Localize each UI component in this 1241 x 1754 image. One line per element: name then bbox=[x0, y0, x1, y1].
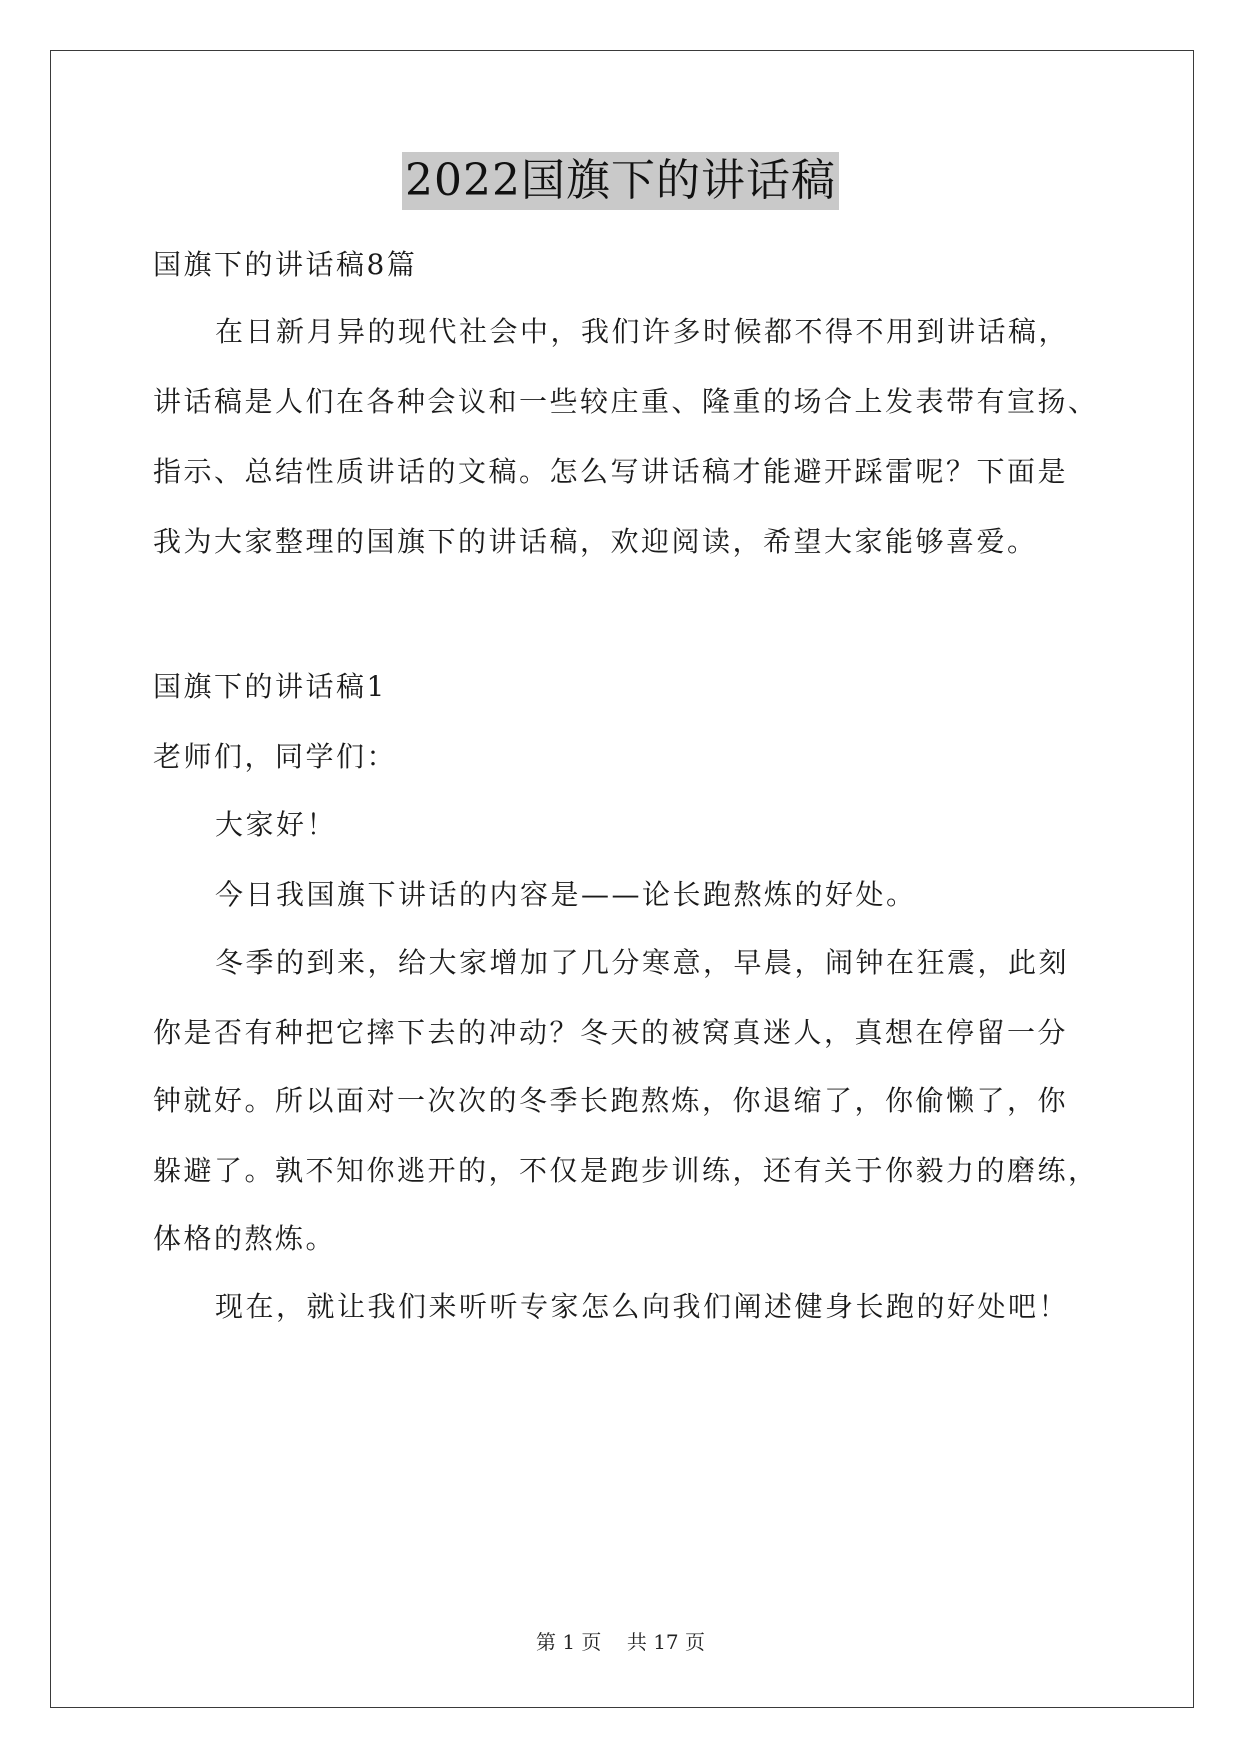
paragraph-now: 现在，就让我们来听听专家怎么向我们阐述健身长跑的好处吧！ bbox=[215, 1290, 1070, 1323]
intro-line-1: 在日新月异的现代社会中，我们许多时候都不得不用到讲话稿， bbox=[215, 315, 1070, 348]
winter-line-1: 冬季的到来，给大家增加了几分寒意，早晨，闹钟在狂震，此刻 bbox=[215, 946, 1070, 979]
intro-line-2: 讲话稿是人们在各种会议和一些较庄重、隆重的场合上发表带有宣扬、 bbox=[153, 385, 1099, 418]
document-subtitle: 国旗下的讲话稿8篇 bbox=[153, 248, 418, 281]
winter-line-4: 躲避了。孰不知你逃开的，不仅是跑步训练，还有关于你毅力的磨练， bbox=[153, 1154, 1099, 1187]
section-heading: 国旗下的讲话稿1 bbox=[153, 670, 387, 703]
winter-line-2: 你是否有种把它摔下去的冲动？冬天的被窝真迷人，真想在停留一分 bbox=[153, 1016, 1069, 1049]
title-container bbox=[0, 152, 1241, 210]
winter-line-5: 体格的熬炼。 bbox=[153, 1222, 337, 1255]
intro-line-3: 指示、总结性质讲话的文稿。怎么写讲话稿才能避开踩雷呢？下面是 bbox=[153, 455, 1069, 488]
document-title: 2022国旗下的讲话稿 bbox=[402, 152, 839, 210]
intro-line-4: 我为大家整理的国旗下的讲话稿，欢迎阅读，希望大家能够喜爱。 bbox=[153, 525, 1038, 558]
salutation: 老师们，同学们： bbox=[153, 740, 398, 773]
winter-line-3: 钟就好。所以面对一次次的冬季长跑熬炼，你退缩了，你偷懒了，你 bbox=[153, 1084, 1069, 1117]
page-number-footer: 第 1 页 共 17 页 bbox=[535, 1630, 706, 1654]
greeting: 大家好！ bbox=[215, 808, 338, 841]
paragraph-topic: 今日我国旗下讲话的内容是——论长跑熬炼的好处。 bbox=[215, 878, 917, 911]
